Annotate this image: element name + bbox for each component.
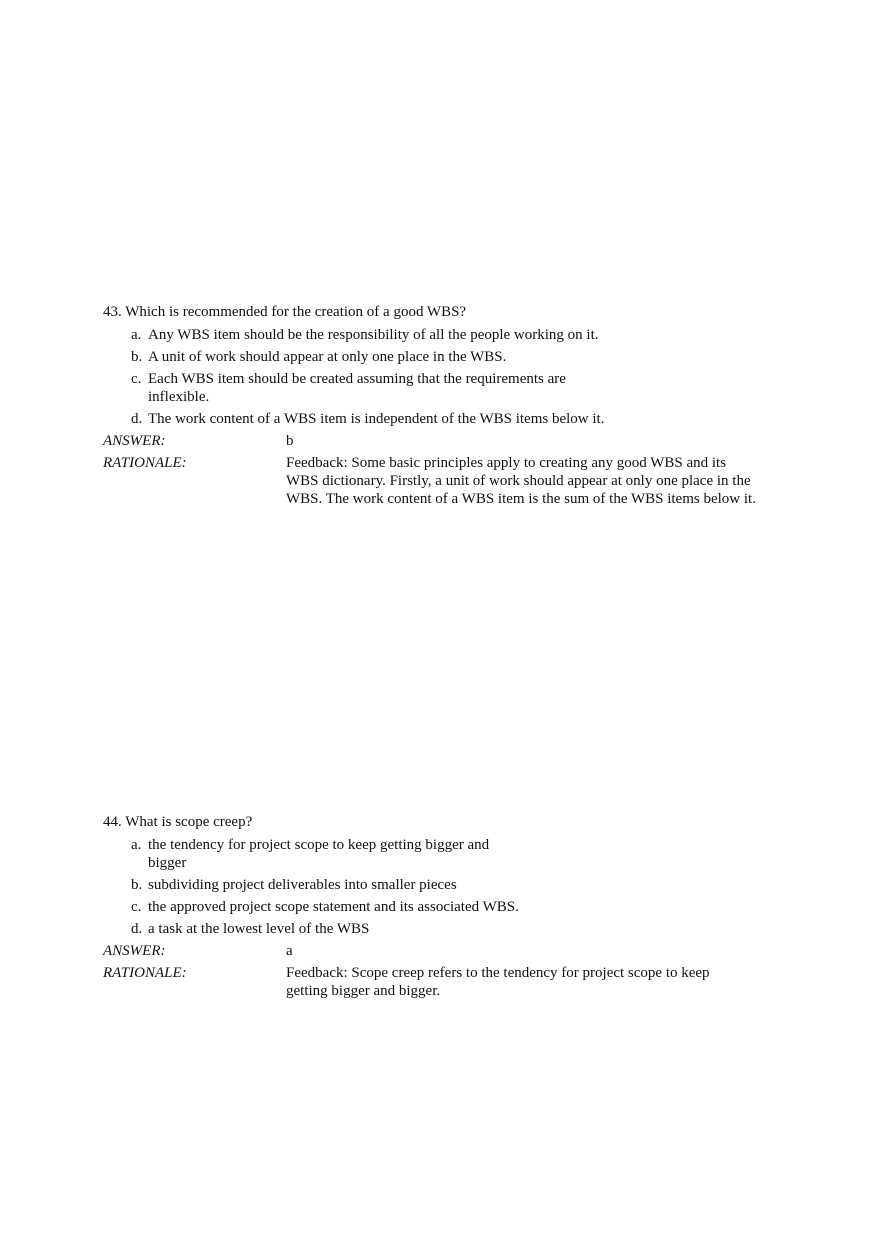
rationale-label: RATIONALE: <box>103 455 187 471</box>
option-letter: c. <box>131 371 142 387</box>
option-text: the approved project scope statement and its associated WBS. <box>148 899 519 915</box>
option-text: the tendency for project scope to keep getting bigger and bigger <box>148 837 490 871</box>
option-letter: d. <box>131 921 143 937</box>
option-list <box>103 836 783 938</box>
rationale-row <box>103 964 783 1000</box>
answer-value: b <box>286 433 294 449</box>
question-43 <box>103 303 783 508</box>
option-b <box>131 348 783 366</box>
rationale-label: RATIONALE: <box>103 965 187 981</box>
option-list <box>103 326 783 428</box>
option-a <box>131 836 783 872</box>
option-letter: c. <box>131 899 142 915</box>
question-stem: 43. Which is recommended for the creation of a good WBS? <box>103 304 467 320</box>
option-text: Each WBS item should be created assuming that the requirements are inflexible. <box>148 371 566 405</box>
option-letter: d. <box>131 411 143 427</box>
option-d <box>131 920 783 938</box>
rationale-text: Feedback: Scope creep refers to the tendency for project scope to keep getting bigger and bigger. <box>286 965 710 999</box>
question-stem: 44. What is scope creep? <box>103 814 253 830</box>
option-text: Any WBS item should be the responsibility of all the people working on it. <box>148 327 599 343</box>
option-c <box>131 898 783 916</box>
option-text: A unit of work should appear at only one place in the WBS. <box>148 349 507 365</box>
question-44 <box>103 813 783 1000</box>
option-c <box>131 370 783 406</box>
option-text: subdividing project deliverables into smaller pieces <box>148 877 457 893</box>
answer-row <box>103 432 783 450</box>
option-text: a task at the lowest level of the WBS <box>148 921 370 937</box>
option-b <box>131 876 783 894</box>
option-letter: a. <box>131 837 142 853</box>
option-text: The work content of a WBS item is independent of the WBS items below it. <box>148 411 605 427</box>
option-letter: a. <box>131 327 142 343</box>
rationale-row <box>103 454 783 508</box>
option-a <box>131 326 783 344</box>
option-letter: b. <box>131 877 143 893</box>
option-letter: b. <box>131 349 143 365</box>
answer-value: a <box>286 943 293 959</box>
answer-label: ANSWER: <box>103 943 166 959</box>
option-d <box>131 410 783 428</box>
rationale-text: Feedback: Some basic principles apply to creating any good WBS and its WBS dictionary. Firstly, a unit of work should appear at only one place in the WBS. The work content of a WBS item is the sum of the WBS items below it. <box>286 455 756 507</box>
answer-label: ANSWER: <box>103 433 166 449</box>
answer-row <box>103 942 783 960</box>
